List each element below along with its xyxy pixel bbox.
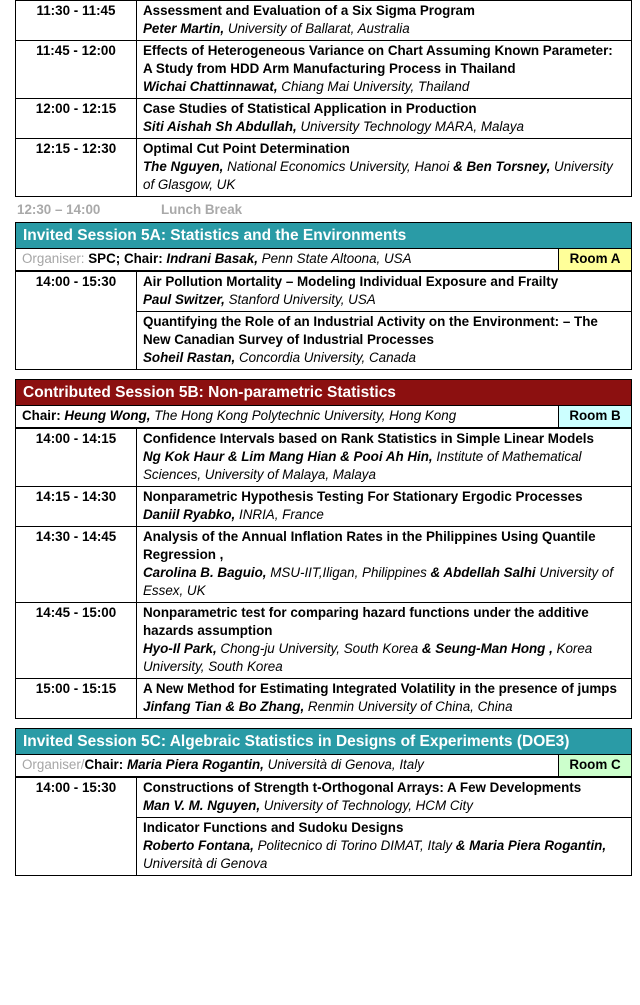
talk-cell [137, 429, 632, 487]
chair-name: Indrani Basak, [166, 251, 258, 266]
talk-title: Assessment and Evaluation of a Six Sigma Program [143, 3, 475, 18]
chair-label: Chair: [22, 408, 65, 423]
author-affiliation: University of Essex, UK [143, 565, 614, 598]
talk-title: Nonparametric test for comparing hazard functions under the additive hazards assumption [143, 605, 589, 638]
talk-cell [137, 679, 632, 719]
talk-title: Quantifying the Role of an Industrial Activity on the Environment: – The New Canadian Survey of Industrial Processes [143, 314, 598, 347]
author-name: Peter Martin, [143, 21, 225, 36]
talk-authors [143, 448, 625, 484]
time-slot: 11:30 - 11:45 [16, 1, 137, 41]
room-c-badge: Room C [558, 755, 631, 776]
talk-authors [143, 837, 625, 873]
talk-authors [143, 506, 625, 524]
author-name: & Ben Torsney, [453, 159, 551, 174]
lunch-label: Lunch Break [161, 202, 243, 217]
author-name: Daniil Ryabko, [143, 507, 236, 522]
time-slot: 14:00 - 15:30 [16, 272, 137, 370]
talk-authors [143, 797, 625, 815]
author-name: Wichai Chattinnawat, [143, 79, 278, 94]
talk-cell [137, 99, 632, 139]
talk-cell [137, 41, 632, 99]
talk-title: Optimal Cut Point Determination [143, 141, 350, 156]
author-affiliation: Renmin University of China, China [304, 699, 513, 714]
table-row [16, 139, 632, 197]
table-row [16, 778, 632, 818]
time-slot: 12:15 - 12:30 [16, 139, 137, 197]
author-name: Soheil Rastan, [143, 350, 236, 365]
session-5b-table [15, 428, 632, 719]
talk-cell [137, 1, 632, 41]
talk-title: Case Studies of Statistical Application in Production [143, 101, 477, 116]
time-slot: 11:45 - 12:00 [16, 41, 137, 99]
talk-authors [143, 564, 625, 600]
time-slot: 14:45 - 15:00 [16, 603, 137, 679]
author-name: & Seung-Man Hong , [421, 641, 553, 656]
author-name: The Nguyen, [143, 159, 224, 174]
talk-cell [137, 778, 632, 818]
talk-authors [143, 20, 625, 38]
session-5c-chair-row [15, 755, 632, 777]
author-affiliation: Concordia University, Canada [235, 350, 416, 365]
session-5a-header: Invited Session 5A: Statistics and the Environments [15, 222, 632, 249]
table-row [16, 603, 632, 679]
talk-authors [143, 640, 625, 676]
chair-name: Maria Piera Rogantin, [126, 757, 264, 772]
author-affiliation: INRIA, France [235, 507, 324, 522]
author-affiliation: Chiang Mai University, Thailand [277, 79, 470, 94]
author-affiliation: Institute of Mathematical Sciences, University of Malaya, Malaya [143, 449, 582, 482]
session-5b-chair [16, 406, 558, 427]
talk-cell [137, 603, 632, 679]
author-name: Carolina B. Baguio, [143, 565, 267, 580]
session-5c-table [15, 777, 632, 876]
time-slot: 14:00 - 14:15 [16, 429, 137, 487]
author-name: Man V. M. Nguyen, [143, 798, 261, 813]
talk-authors [143, 118, 625, 136]
author-affiliation: University Technology MARA, Malaya [296, 119, 524, 134]
talk-title: Nonparametric Hypothesis Testing For Stationary Ergodic Processes [143, 489, 583, 504]
author-affiliation: Politecnico di Torino DIMAT, Italy [253, 838, 456, 853]
talk-title: Confidence Intervals based on Rank Statistics in Simple Linear Models [143, 431, 594, 446]
time-slot: 12:00 - 12:15 [16, 99, 137, 139]
talk-authors [143, 158, 625, 194]
talk-cell [137, 272, 632, 312]
chair-name: Heung Wong, [64, 408, 151, 423]
author-affiliation: University of Ballarat, Australia [224, 21, 410, 36]
author-name: Hyo-Il Park, [143, 641, 217, 656]
talk-authors [143, 291, 625, 309]
talk-cell [137, 527, 632, 603]
session-5a-chair [16, 249, 558, 270]
author-affiliation: Stanford University, USA [224, 292, 376, 307]
talk-authors [143, 349, 625, 367]
author-affiliation: MSU-IIT,Iligan, Philippines [266, 565, 431, 580]
table-row [16, 527, 632, 603]
talk-cell [137, 139, 632, 197]
author-affiliation: Chong-ju University, South Korea [216, 641, 422, 656]
author-name: Roberto Fontana, [143, 838, 254, 853]
table-row [16, 272, 632, 312]
author-affiliation: Università di Genova [143, 856, 268, 871]
table-row [16, 429, 632, 487]
author-affiliation: University of Technology, HCM City [260, 798, 473, 813]
organiser-name: SPC [88, 251, 116, 266]
time-slot: 15:00 - 15:15 [16, 679, 137, 719]
room-a-badge: Room A [558, 249, 631, 270]
lunch-break-row [17, 201, 640, 219]
author-name: & Abdellah Salhi [430, 565, 536, 580]
chair-affiliation: The Hong Kong Polytechnic University, Hong Kong [150, 408, 457, 423]
session-5c-chair [16, 755, 558, 776]
talk-cell [137, 312, 632, 370]
chair-label: Chair: [84, 757, 127, 772]
table-row [16, 1, 632, 41]
session-5c-header: Invited Session 5C: Algebraic Statistics in Designs of Experiments (DOE3) [15, 728, 632, 755]
organiser-label: Organiser/ [22, 757, 85, 772]
time-slot: 14:00 - 15:30 [16, 778, 137, 876]
talk-title: A New Method for Estimating Integrated Volatility in the presence of jumps [143, 681, 617, 696]
author-name: Jinfang Tian & Bo Zhang, [143, 699, 305, 714]
author-affiliation: University of Glasgow, UK [143, 159, 613, 192]
lunch-time: 12:30 – 14:00 [17, 202, 101, 217]
chair-label: ; Chair: [115, 251, 167, 266]
author-affiliation: Korea University, South Korea [143, 641, 593, 674]
organiser-label: Organiser: [22, 251, 89, 266]
session-5a-table [15, 271, 632, 370]
table-row [16, 487, 632, 527]
talk-title: Indicator Functions and Sudoku Designs [143, 820, 404, 835]
talk-title: Air Pollution Mortality – Modeling Individual Exposure and Frailty [143, 274, 559, 289]
author-name: & Maria Piera Rogantin, [455, 838, 607, 853]
author-affiliation: National Economics University, Hanoi [223, 159, 454, 174]
author-name: Ng Kok Haur & Lim Mang Hian & Pooi Ah Hin, [143, 449, 433, 464]
talk-cell [137, 487, 632, 527]
table-row [16, 41, 632, 99]
chair-affiliation: Penn State Altoona, USA [257, 251, 412, 266]
room-b-badge: Room B [558, 406, 631, 427]
table-row [16, 679, 632, 719]
morning-talks-table [15, 0, 632, 197]
session-5b-chair-row [15, 406, 632, 428]
talk-title: Analysis of the Annual Inflation Rates in the Philippines Using Quantile Regression , [143, 529, 596, 562]
author-name: Paul Switzer, [143, 292, 225, 307]
session-5b-header: Contributed Session 5B: Non-parametric Statistics [15, 379, 632, 406]
talk-authors [143, 78, 625, 96]
author-name: Siti Aishah Sh Abdullah, [143, 119, 297, 134]
table-row [16, 99, 632, 139]
talk-title: Constructions of Strength t-Orthogonal Arrays: A Few Developments [143, 780, 582, 795]
talk-authors [143, 698, 625, 716]
session-5a-chair-row [15, 249, 632, 271]
talk-title: Effects of Heterogeneous Variance on Chart Assuming Known Parameter: A Study from HDD Arm Manufacturing Process in Thailand [143, 43, 613, 76]
time-slot: 14:15 - 14:30 [16, 487, 137, 527]
talk-cell [137, 818, 632, 876]
time-slot: 14:30 - 14:45 [16, 527, 137, 603]
chair-affiliation: Università di Genova, Italy [263, 757, 424, 772]
